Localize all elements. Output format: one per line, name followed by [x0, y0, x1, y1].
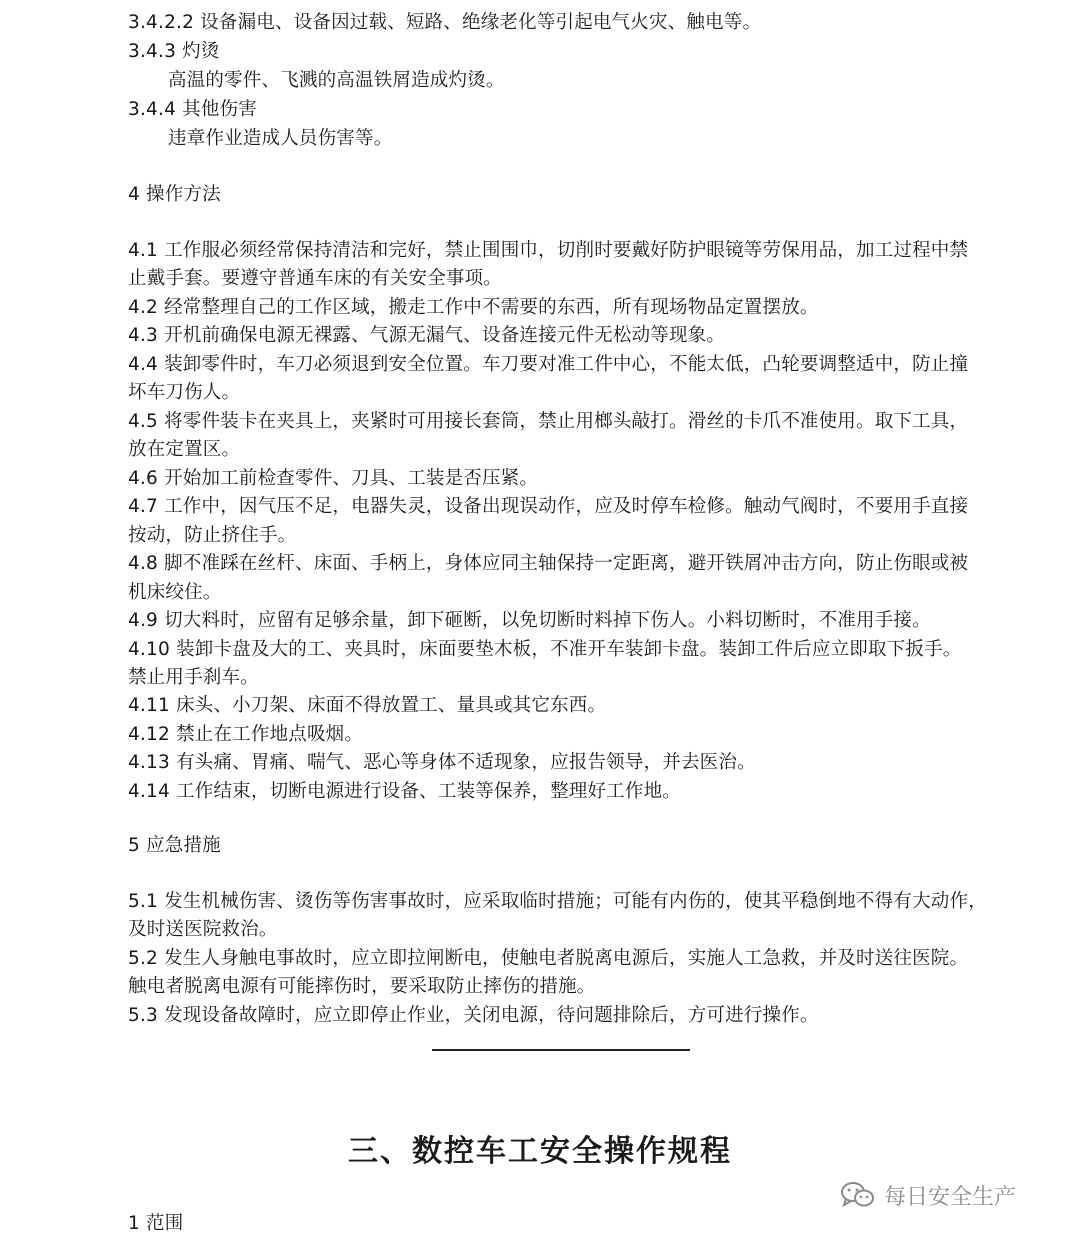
text-line: 4.12 禁止在工作地点吸烟。	[128, 724, 364, 745]
watermark-text: 每日安全生产	[884, 1184, 1017, 1210]
text-line: 4.1 工作服必须经常保持清洁和完好，禁止围围巾，切削时要戴好防护眼镜等劳保用品，加工过程中禁	[128, 240, 969, 261]
text-line: 4.7 工作中，因气压不足，电器失灵，设备出现误动作，应及时停车检修。触动气阀时，不要用手直接	[128, 496, 969, 517]
text-line: 5.1 发生机械伤害、烫伤等伤害事故时，应采取临时措施；可能有内伤的，使其平稳倒地不得有大动作，	[128, 891, 987, 912]
text-line: 4.3 开机前确保电源无裸露、气源无漏气、设备连接元件无松动等现象。	[128, 325, 726, 346]
text-line: 放在定置区。	[128, 439, 241, 460]
text-line: 止戴手套。要遵守普通车床的有关安全事项。	[128, 268, 503, 289]
text-line: 触电者脱离电源有可能摔伤时，要采取防止摔伤的措施。	[128, 976, 596, 997]
text-line: 4.8 脚不准踩在丝杆、床面、手柄上，身体应同主轴保持一定距离，避开铁屑冲击方向，防止伤眼或被	[128, 553, 969, 574]
wechat-icon	[840, 1180, 876, 1210]
section-divider	[432, 1049, 690, 1051]
text-line: 4.11 床头、小刀架、床面不得放置工、量具或其它东西。	[128, 695, 607, 716]
text-line: 坏车刀伤人。	[128, 382, 241, 403]
text-line: 违章作业造成人员伤害等。	[168, 128, 393, 149]
text-line: 4.2 经常整理自己的工作区域，搬走工作中不需要的东西，所有现场物品定置摆放。	[128, 297, 819, 318]
watermark	[840, 1178, 1016, 1212]
subsection-heading: 3.4.3 灼烫	[128, 41, 220, 62]
section-heading-emergency: 5 应急措施	[128, 835, 221, 856]
text-line: 4.9 切大料时，应留有足够余量，卸下砸断，以免切断时料掉下伤人。小料切断时，不准用手接。	[128, 610, 931, 631]
next-section-heading: 1 范围	[128, 1213, 184, 1234]
text-line: 4.4 装卸零件时，车刀必须退到安全位置。车刀要对准工件中心，不能太低，凸轮要调整适中，防止撞	[128, 354, 969, 375]
text-line: 4.13 有头痛、胃痛、喘气、恶心等身体不适现象，应报告领导，并去医治。	[128, 752, 756, 773]
text-line: 4.10 装卸卡盘及大的工、夹具时，床面要垫木板，不准开车装卸卡盘。装卸工件后应立即取下扳手。	[128, 639, 962, 660]
text-line: 5.2 发生人身触电事故时，应立即拉闸断电，使触电者脱离电源后，实施人工急救，并及时送往医院。	[128, 948, 969, 969]
text-line: 禁止用手刹车。	[128, 667, 259, 688]
section-heading-operation: 4 操作方法	[128, 184, 221, 205]
text-line: 机床绞住。	[128, 582, 222, 603]
text-line: 3.4.2.2 设备漏电、设备因过载、短路、绝缘老化等引起电气火灾、触电等。	[128, 12, 762, 33]
text-line: 4.5 将零件装卡在夹具上，夹紧时可用接长套筒，禁止用榔头敲打。滑丝的卡爪不准使用。取下工具，	[128, 411, 969, 432]
text-line: 5.3 发现设备故障时，应立即停止作业，关闭电源，待问题排除后，方可进行操作。	[128, 1005, 819, 1026]
text-line: 及时送医院救治。	[128, 919, 278, 940]
text-line: 4.14 工作结束，切断电源进行设备、工装等保养，整理好工作地。	[128, 781, 681, 802]
subsection-heading: 3.4.4 其他伤害	[128, 99, 257, 120]
text-line: 高温的零件、飞溅的高温铁屑造成灼烫。	[168, 70, 505, 91]
text-line: 4.6 开始加工前检查零件、刀具、工装是否压紧。	[128, 468, 539, 489]
section-title: 三、数控车工安全操作规程	[348, 1134, 732, 1169]
text-line: 按动，防止挤住手。	[128, 525, 297, 546]
